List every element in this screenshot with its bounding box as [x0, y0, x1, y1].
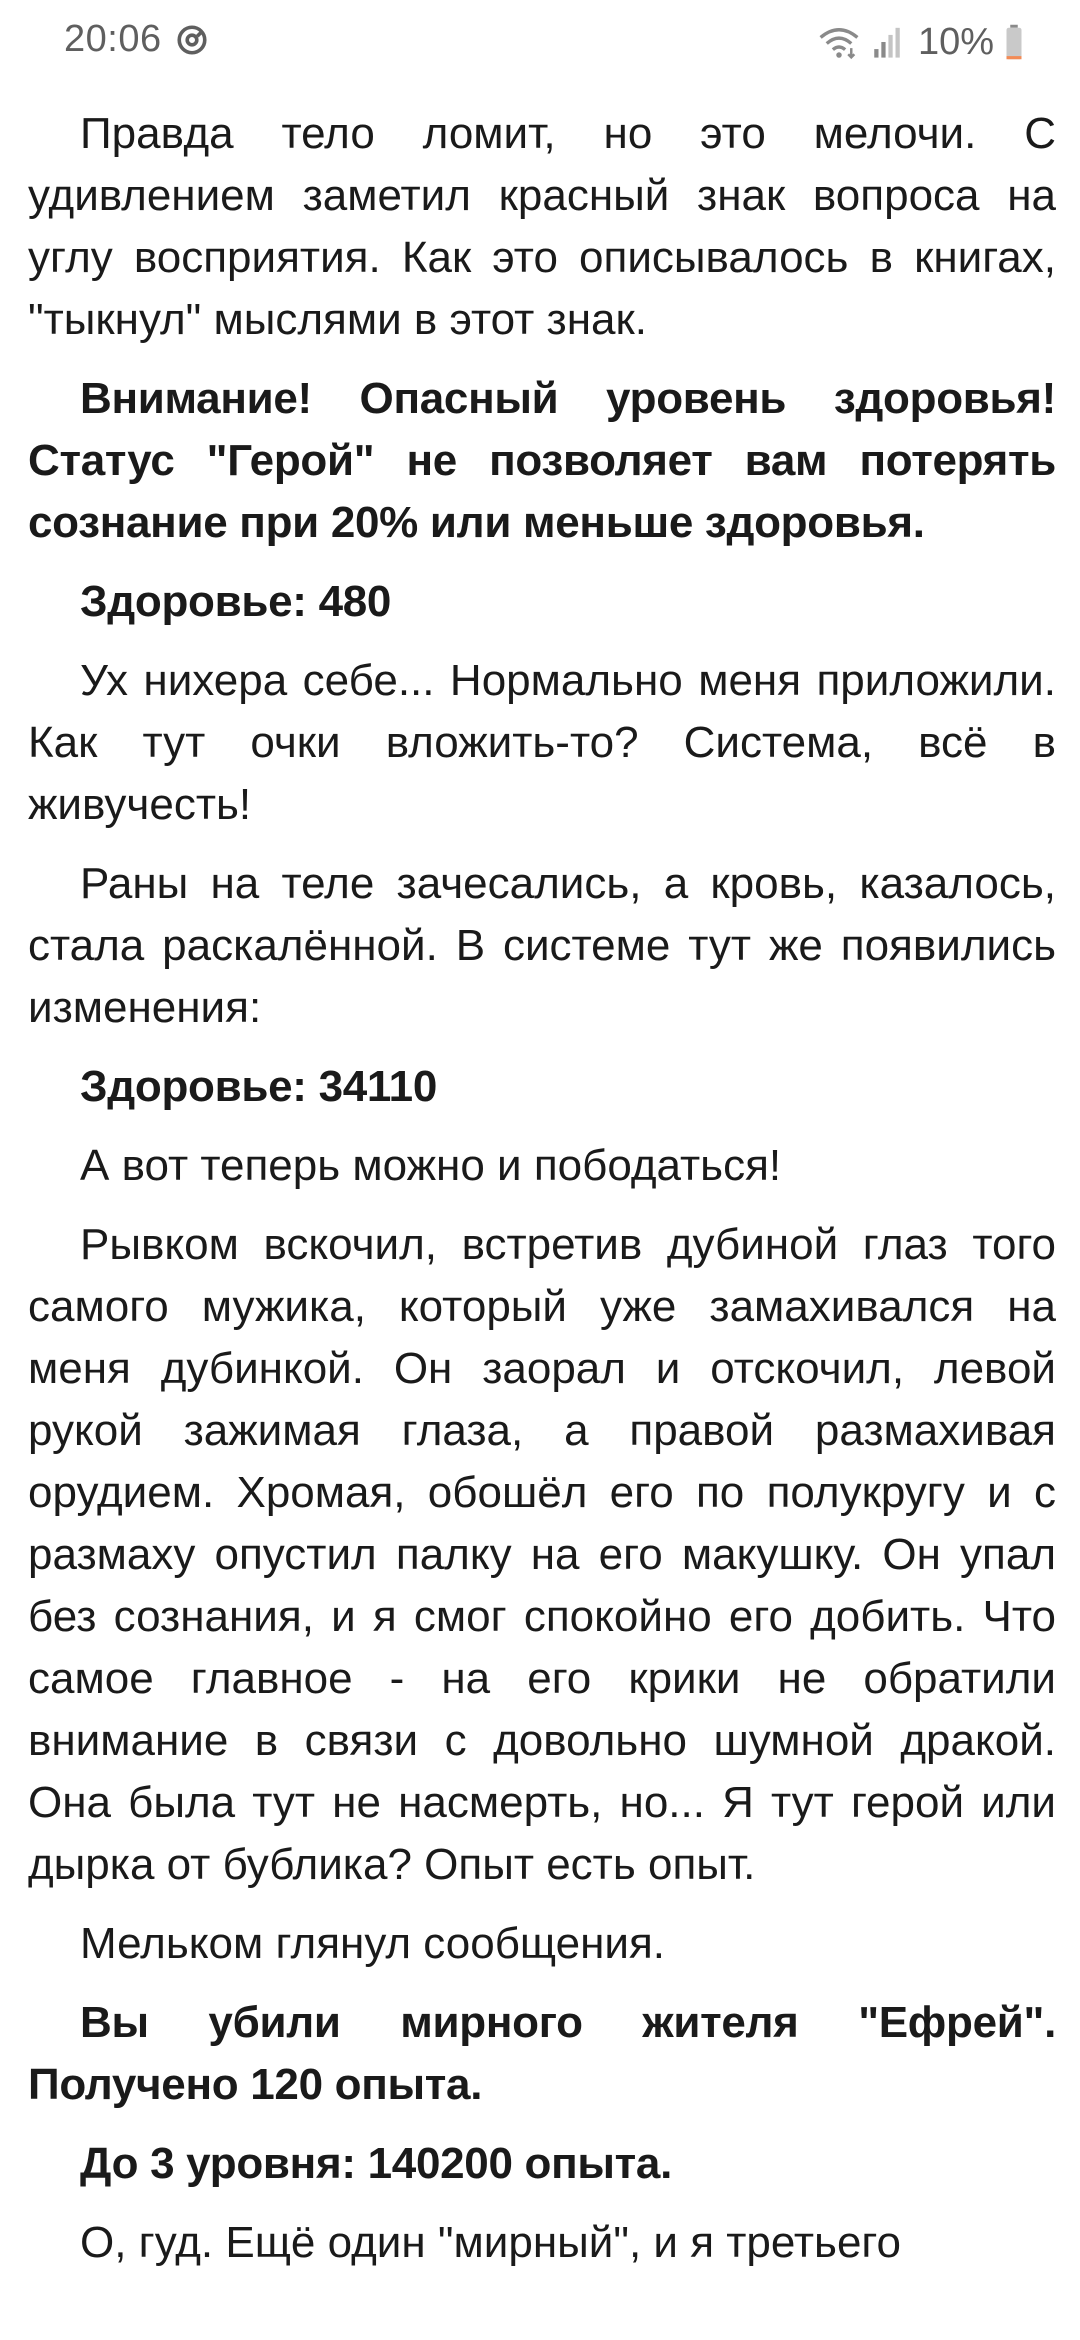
status-icons [816, 18, 1024, 66]
story-paragraph: О, гуд. Ещё один "мирный", и я третьего [80, 2218, 901, 2267]
story-paragraph: Рывком вскочил, встретив дубиной глаз того самого мужика, который уже замахивался на меня дубинкой. Он заорал и отскочил, левой рукой зажимая глаза, а правой размахивая орудием. Хромая, обошёл его по полукругу и с размаху опустил палку на его макушку. Он упал без сознания, и я смог спокойно его добить. Что самое главное - на его крики не обратили внимание в связи с довольно шумной дракой. Она была тут не насмерть, но... Я тут герой или дырка от бублика? Опыт есть опыт. [28, 1220, 1056, 1889]
status-time: 20:06 [64, 18, 162, 60]
system-message-paragraph: До 3 уровня: 140200 опыта. [80, 2139, 673, 2188]
story-paragraph: Мельком глянул сообщения. [80, 1919, 665, 1968]
story-paragraph: Раны на теле зачесались, а кровь, казалось, стала раскалённой. В системе тут же появились изменения: [28, 859, 1056, 1032]
battery-low-icon [1004, 24, 1024, 60]
story-paragraph: Правда тело ломит, но это мелочи. С удивлением заметил красный знак вопроса на углу восприятия. Как это описывалось в книгах, "тыкнул" мыслями в этот знак. [28, 109, 1056, 344]
system-message-paragraph: Вы убили мирного жителя "Ефрей". Получено 120 опыта. [28, 1998, 1056, 2109]
system-message-paragraph: Здоровье: 34110 [80, 1062, 437, 1111]
wifi-icon [816, 23, 862, 61]
story-paragraph: А вот теперь можно и пободаться! [80, 1141, 782, 1190]
story-paragraph: Ух нихера себе... Нормально меня приложили. Как тут очки вложить-то? Система, всё в живучесть! [28, 656, 1056, 829]
reader-content[interactable] [28, 103, 1056, 2291]
system-message-paragraph: Внимание! Опасный уровень здоровья! Статус "Герой" не позволяет вам потерять сознание при 20% или меньше здоровья. [28, 374, 1056, 547]
signal-icon [872, 25, 902, 59]
system-message-paragraph: Здоровье: 480 [80, 577, 392, 626]
status-bar [0, 0, 1080, 90]
battery-percent: 10% [917, 20, 994, 63]
sync-icon [174, 22, 210, 58]
